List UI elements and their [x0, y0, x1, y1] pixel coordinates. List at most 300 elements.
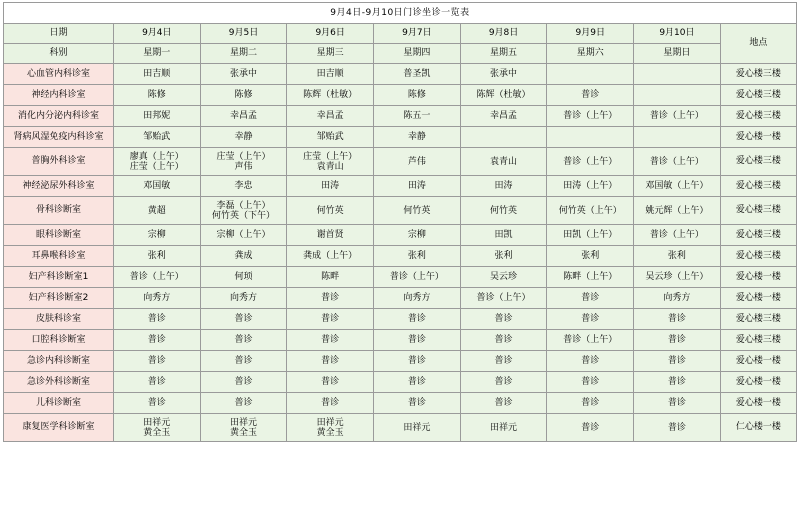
- doctor-name: 普诊: [234, 314, 253, 324]
- doctor-name: 普诊: [321, 335, 340, 345]
- doctor-name: 宗柳: [407, 230, 426, 240]
- department-cell: 神经内科诊室: [4, 85, 114, 106]
- doctor-name: 普诊（上午）: [649, 156, 704, 167]
- doctor-cell: [374, 267, 461, 288]
- doctor-cell: [634, 106, 721, 127]
- doctor-cell: [460, 330, 547, 351]
- doctor-cell: [460, 176, 547, 197]
- doctor-name: 龚成: [234, 251, 253, 261]
- table-row: [4, 106, 797, 127]
- department-cell: 心血管内科诊室: [4, 64, 114, 85]
- doctor-cell: [547, 330, 634, 351]
- location-cell: 爱心楼一楼: [720, 267, 796, 288]
- doctor-name: 普诊: [321, 293, 340, 303]
- department-cell: 口腔科诊断室: [4, 330, 114, 351]
- weekday-header-cell: 星期一: [113, 44, 200, 64]
- doctor-cell: [547, 106, 634, 127]
- doctor-cell: [113, 393, 200, 414]
- department-cell: 消化内分泌内科诊室: [4, 106, 114, 127]
- doctor-name: 张承中: [490, 69, 518, 79]
- doctor-name: 黄全玉: [143, 427, 171, 438]
- doctor-name: 何竹英: [316, 205, 344, 216]
- doctor-cell: [287, 127, 374, 148]
- doctor-name: 庄莹（上午）: [303, 151, 358, 162]
- doctor-name: 普诊（上午）: [649, 230, 704, 240]
- doctor-name: 幸昌孟: [316, 111, 344, 121]
- doctor-name: 邓国敏（上午）: [645, 181, 709, 191]
- doctor-cell: [460, 351, 547, 372]
- doctor-name: 田邦妮: [143, 111, 171, 121]
- doctor-name: 田吉顺: [143, 69, 171, 79]
- doctor-name: 普诊: [581, 398, 600, 408]
- doctor-cell: [547, 64, 634, 85]
- doctor-cell: [113, 176, 200, 197]
- doctor-name: 普诊: [581, 90, 600, 100]
- doctor-cell: [634, 351, 721, 372]
- doctor-cell: [200, 148, 287, 176]
- doctor-cell: [374, 64, 461, 85]
- weekday-header-cell: 星期三: [287, 44, 374, 64]
- doctor-cell: [287, 414, 374, 442]
- weekday-header-cell: 星期五: [460, 44, 547, 64]
- doctor-cell: [113, 267, 200, 288]
- doctor-name: 何竹英: [490, 205, 518, 216]
- doctor-name: 陈畔: [321, 272, 340, 282]
- clinic-schedule-table: [3, 2, 797, 442]
- doctor-cell: [200, 393, 287, 414]
- doctor-cell: [113, 330, 200, 351]
- doctor-name: 张利: [407, 251, 426, 261]
- doctor-name: 幸静: [407, 132, 426, 142]
- doctor-cell: [634, 85, 721, 106]
- doctor-name: 陈修: [407, 90, 426, 100]
- doctor-cell: [374, 197, 461, 225]
- doctor-name: 田祥元: [316, 417, 344, 428]
- doctor-cell: [113, 414, 200, 442]
- doctor-cell: [200, 372, 287, 393]
- doctor-cell: [113, 127, 200, 148]
- doctor-cell: [113, 148, 200, 176]
- doctor-cell: [547, 85, 634, 106]
- department-cell: 急诊外科诊断室: [4, 372, 114, 393]
- doctor-name: 幸昌孟: [490, 111, 518, 121]
- doctor-name: 声伟: [234, 161, 253, 172]
- doctor-cell: [547, 351, 634, 372]
- doctor-name: 宗柳（上午）: [216, 230, 271, 240]
- doctor-name: 何竹英（下午）: [211, 210, 275, 221]
- doctor-cell: [287, 197, 374, 225]
- doctor-cell: [287, 246, 374, 267]
- doctor-name: 普诊（上午）: [389, 272, 444, 282]
- doctor-cell: [200, 309, 287, 330]
- doctor-cell: [547, 393, 634, 414]
- table-row: [4, 64, 797, 85]
- table-row: [4, 246, 797, 267]
- doctor-cell: [547, 414, 634, 442]
- doctor-name: 普诊: [581, 377, 600, 387]
- doctor-name: 田涛: [407, 181, 426, 191]
- doctor-cell: [374, 85, 461, 106]
- doctor-cell: [634, 64, 721, 85]
- doctor-cell: [547, 127, 634, 148]
- doctor-name: 幸昌孟: [229, 111, 257, 121]
- doctor-name: 邹贻武: [316, 132, 344, 142]
- doctor-name: 黄全玉: [316, 427, 344, 438]
- doctor-cell: [547, 225, 634, 246]
- doctor-name: 田祥元: [403, 422, 431, 433]
- doctor-cell: [634, 393, 721, 414]
- location-cell: 爱心楼三楼: [720, 106, 796, 127]
- doctor-name: 普诊: [407, 335, 426, 345]
- doctor-cell: [113, 225, 200, 246]
- doctor-cell: [287, 176, 374, 197]
- doctor-cell: [374, 351, 461, 372]
- location-cell: 爱心楼三楼: [720, 330, 796, 351]
- doctor-cell: [460, 267, 547, 288]
- doctor-name: 田涛: [321, 181, 340, 191]
- doctor-name: 普诊: [581, 422, 600, 433]
- doctor-name: 普诊: [321, 377, 340, 387]
- doctor-name: 普诊（上午）: [563, 335, 618, 345]
- doctor-name: 普诊: [667, 422, 686, 433]
- doctor-cell: [460, 372, 547, 393]
- doctor-cell: [200, 85, 287, 106]
- doctor-cell: [374, 288, 461, 309]
- doctor-name: 田祥元: [229, 417, 257, 428]
- location-cell: 爱心楼一楼: [720, 351, 796, 372]
- location-cell: 爱心楼三楼: [720, 225, 796, 246]
- location-cell: 爱心楼三楼: [720, 197, 796, 225]
- doctor-name: 谢首贤: [316, 230, 344, 240]
- doctor-name: 宗柳: [147, 230, 166, 240]
- doctor-name: 普诊: [407, 377, 426, 387]
- doctor-name: 普诊: [321, 398, 340, 408]
- department-header-label: 科别: [4, 44, 114, 64]
- doctor-name: 张利: [494, 251, 513, 261]
- department-cell: 儿科诊断室: [4, 393, 114, 414]
- doctor-cell: [287, 85, 374, 106]
- location-cell: 爱心楼一楼: [720, 372, 796, 393]
- doctor-name: 普诊: [494, 398, 513, 408]
- doctor-name: 普诊: [234, 335, 253, 345]
- date-header-cell: 9月6日: [287, 24, 374, 44]
- doctor-cell: [460, 393, 547, 414]
- doctor-name: 向秀方: [403, 293, 431, 303]
- table-row: [4, 372, 797, 393]
- doctor-cell: [113, 351, 200, 372]
- location-cell: 爱心楼三楼: [720, 309, 796, 330]
- doctor-cell: [460, 309, 547, 330]
- doctor-name: 陈修: [147, 90, 166, 100]
- department-cell: 康复医学科诊断室: [4, 414, 114, 442]
- doctor-name: 普诊: [234, 398, 253, 408]
- doctor-name: 田涛（上午）: [563, 181, 618, 191]
- doctor-name: 黄全玉: [229, 427, 257, 438]
- doctor-cell: [200, 64, 287, 85]
- doctor-name: 张利: [581, 251, 600, 261]
- doctor-name: 普诊: [147, 314, 166, 324]
- doctor-name: 李磊（上午）: [216, 200, 271, 211]
- doctor-cell: [113, 288, 200, 309]
- doctor-cell: [547, 246, 634, 267]
- doctor-name: 田涛: [494, 181, 513, 191]
- table-row: [4, 225, 797, 246]
- doctor-name: 普诊: [494, 377, 513, 387]
- location-cell: 爱心楼一楼: [720, 288, 796, 309]
- doctor-name: 庄莹（上午）: [216, 151, 271, 162]
- doctor-cell: [460, 106, 547, 127]
- date-header-row: [4, 24, 797, 44]
- doctor-name: 陈辉（杜敏）: [303, 90, 358, 100]
- doctor-cell: [287, 64, 374, 85]
- doctor-cell: [634, 197, 721, 225]
- department-cell: 耳鼻喉科诊室: [4, 246, 114, 267]
- doctor-cell: [374, 148, 461, 176]
- doctor-cell: [287, 351, 374, 372]
- doctor-cell: [547, 267, 634, 288]
- doctor-name: 普诊: [667, 398, 686, 408]
- doctor-name: 向秀方: [663, 293, 691, 303]
- doctor-cell: [547, 288, 634, 309]
- doctor-cell: [374, 176, 461, 197]
- doctor-name: 普诊: [581, 293, 600, 303]
- doctor-cell: [287, 393, 374, 414]
- doctor-name: 普诊（上午）: [476, 293, 531, 303]
- doctor-cell: [287, 148, 374, 176]
- doctor-cell: [374, 309, 461, 330]
- doctor-cell: [374, 414, 461, 442]
- doctor-cell: [113, 64, 200, 85]
- doctor-name: 邹贻武: [143, 132, 171, 142]
- doctor-cell: [200, 225, 287, 246]
- doctor-cell: [547, 309, 634, 330]
- doctor-cell: [374, 372, 461, 393]
- doctor-name: 普诊: [147, 356, 166, 366]
- weekday-header-cell: 星期二: [200, 44, 287, 64]
- doctor-cell: [113, 246, 200, 267]
- doctor-name: 普诊: [494, 356, 513, 366]
- location-cell: 仁心楼一楼: [720, 414, 796, 442]
- doctor-cell: [634, 330, 721, 351]
- doctor-name: 普诊: [407, 314, 426, 324]
- location-cell: 爱心楼一楼: [720, 127, 796, 148]
- doctor-cell: [460, 225, 547, 246]
- department-cell: 皮肤科诊室: [4, 309, 114, 330]
- date-header-cell: 9月9日: [547, 24, 634, 44]
- weekday-header-cell: 星期四: [374, 44, 461, 64]
- doctor-name: 普诊: [581, 356, 600, 366]
- doctor-cell: [634, 288, 721, 309]
- date-header-label: 日期: [4, 24, 114, 44]
- table-row: [4, 288, 797, 309]
- location-cell: 爱心楼三楼: [720, 85, 796, 106]
- doctor-name: 田祥元: [143, 417, 171, 428]
- doctor-cell: [634, 246, 721, 267]
- doctor-name: 幸静: [234, 132, 253, 142]
- doctor-cell: [374, 246, 461, 267]
- doctor-name: 何竹英: [403, 205, 431, 216]
- doctor-name: 芦伟: [407, 156, 426, 167]
- doctor-cell: [200, 246, 287, 267]
- doctor-name: 张利: [147, 251, 166, 261]
- doctor-cell: [200, 288, 287, 309]
- doctor-name: 邓国敏: [143, 181, 171, 191]
- doctor-name: 向秀方: [229, 293, 257, 303]
- doctor-name: 黄超: [147, 205, 166, 216]
- doctor-name: 姚元辉（上午）: [645, 205, 709, 216]
- doctor-cell: [634, 225, 721, 246]
- location-cell: 爱心楼一楼: [720, 393, 796, 414]
- doctor-cell: [374, 393, 461, 414]
- doctor-name: 田凯（上午）: [563, 230, 618, 240]
- doctor-name: 普诊: [234, 356, 253, 366]
- doctor-cell: [287, 309, 374, 330]
- doctor-cell: [374, 225, 461, 246]
- doctor-cell: [460, 64, 547, 85]
- table-row: [4, 148, 797, 176]
- weekday-header-cell: 星期日: [634, 44, 721, 64]
- doctor-name: 普诊: [407, 398, 426, 408]
- department-cell: 普胸外科诊室: [4, 148, 114, 176]
- date-header-cell: 9月7日: [374, 24, 461, 44]
- doctor-name: 龚成（上午）: [303, 251, 358, 261]
- doctor-name: 普诊: [667, 356, 686, 366]
- table-row: [4, 309, 797, 330]
- doctor-cell: [460, 414, 547, 442]
- weekday-header-row: [4, 44, 797, 64]
- page-title: 9月4日-9月10日门诊坐诊一览表: [4, 3, 797, 24]
- department-cell: 骨科诊断室: [4, 197, 114, 225]
- doctor-name: 陈畔（上午）: [563, 272, 618, 282]
- doctor-cell: [634, 127, 721, 148]
- table-row: [4, 176, 797, 197]
- department-cell: 神经泌尿外科诊室: [4, 176, 114, 197]
- doctor-name: 陈修: [234, 90, 253, 100]
- doctor-cell: [634, 176, 721, 197]
- doctor-name: 普诊: [667, 377, 686, 387]
- department-cell: 妇产科诊断室2: [4, 288, 114, 309]
- table-row: [4, 267, 797, 288]
- doctor-name: 普诊（上午）: [563, 156, 618, 167]
- doctor-cell: [374, 106, 461, 127]
- doctor-name: 张利: [667, 251, 686, 261]
- date-header-cell: 9月4日: [113, 24, 200, 44]
- doctor-cell: [547, 148, 634, 176]
- table-row: [4, 85, 797, 106]
- doctor-name: 普诊（上午）: [649, 111, 704, 121]
- doctor-cell: [547, 197, 634, 225]
- doctor-cell: [113, 85, 200, 106]
- doctor-cell: [634, 414, 721, 442]
- doctor-cell: [460, 288, 547, 309]
- doctor-name: 普诊: [321, 314, 340, 324]
- doctor-cell: [287, 288, 374, 309]
- doctor-cell: [634, 148, 721, 176]
- location-cell: 爱心楼三楼: [720, 148, 796, 176]
- doctor-cell: [200, 106, 287, 127]
- doctor-cell: [634, 309, 721, 330]
- doctor-name: 陈五一: [403, 111, 431, 121]
- date-header-cell: 9月10日: [634, 24, 721, 44]
- doctor-name: 庄莹（上午）: [129, 161, 184, 172]
- department-cell: 眼科诊断室: [4, 225, 114, 246]
- doctor-cell: [200, 127, 287, 148]
- doctor-cell: [200, 414, 287, 442]
- doctor-cell: [460, 197, 547, 225]
- doctor-cell: [113, 106, 200, 127]
- location-cell: 爱心楼三楼: [720, 246, 796, 267]
- doctor-cell: [374, 127, 461, 148]
- doctor-name: 普诊: [147, 335, 166, 345]
- doctor-cell: [460, 148, 547, 176]
- doctor-cell: [287, 330, 374, 351]
- doctor-name: 吴云珍（上午）: [645, 272, 709, 282]
- doctor-name: 田凯: [494, 230, 513, 240]
- doctor-name: 普诊: [234, 377, 253, 387]
- doctor-cell: [460, 246, 547, 267]
- doctor-name: 普诊: [494, 314, 513, 324]
- doctor-cell: [460, 127, 547, 148]
- doctor-cell: [374, 330, 461, 351]
- doctor-cell: [113, 309, 200, 330]
- doctor-name: 普诊: [147, 398, 166, 408]
- doctor-name: 张承中: [229, 69, 257, 79]
- doctor-cell: [460, 85, 547, 106]
- doctor-name: 廖真（上午）: [129, 151, 184, 162]
- table-row: [4, 351, 797, 372]
- location-cell: 爱心楼三楼: [720, 64, 796, 85]
- doctor-cell: [287, 225, 374, 246]
- doctor-cell: [200, 330, 287, 351]
- schedule-body: [4, 3, 797, 442]
- doctor-name: 普诊: [581, 314, 600, 324]
- doctor-name: 普诊: [407, 356, 426, 366]
- doctor-cell: [287, 372, 374, 393]
- date-header-cell: 9月5日: [200, 24, 287, 44]
- title-row: [4, 3, 797, 24]
- doctor-name: 普诊（上午）: [129, 272, 184, 282]
- department-cell: 急诊内科诊断室: [4, 351, 114, 372]
- doctor-cell: [287, 267, 374, 288]
- doctor-name: 何竹英（上午）: [558, 205, 622, 216]
- doctor-name: 普圣凯: [403, 69, 431, 79]
- doctor-name: 向秀方: [143, 293, 171, 303]
- table-row: [4, 330, 797, 351]
- doctor-name: 陈辉（杜敏）: [476, 90, 531, 100]
- doctor-cell: [547, 176, 634, 197]
- weekday-header-cell: 星期六: [547, 44, 634, 64]
- doctor-name: 普诊: [321, 356, 340, 366]
- table-row: [4, 414, 797, 442]
- doctor-cell: [200, 197, 287, 225]
- doctor-name: 李忠: [234, 181, 253, 191]
- doctor-cell: [113, 372, 200, 393]
- department-cell: 妇产科诊断室1: [4, 267, 114, 288]
- doctor-cell: [634, 267, 721, 288]
- doctor-name: 袁青山: [490, 156, 518, 167]
- doctor-name: 何顼: [234, 272, 253, 282]
- department-cell: 肾病风湿免疫内科诊室: [4, 127, 114, 148]
- doctor-name: 普诊: [147, 377, 166, 387]
- doctor-cell: [547, 372, 634, 393]
- table-row: [4, 393, 797, 414]
- table-row: [4, 197, 797, 225]
- doctor-name: 袁青山: [316, 161, 344, 172]
- date-header-cell: 9月8日: [460, 24, 547, 44]
- doctor-cell: [113, 197, 200, 225]
- location-cell: 爱心楼三楼: [720, 176, 796, 197]
- doctor-cell: [287, 106, 374, 127]
